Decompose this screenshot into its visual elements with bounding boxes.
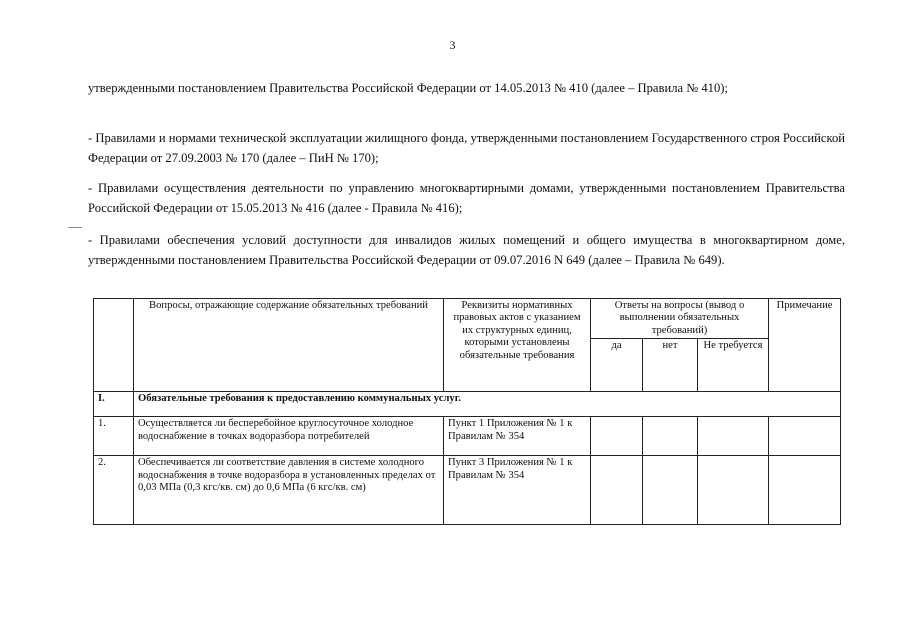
row-answer-yes [591, 417, 643, 456]
row-requisite: Пункт 1 Приложения № 1 к Правилам № 354 [444, 417, 591, 456]
header-num-cell [94, 299, 134, 392]
row-answer-no [643, 456, 698, 525]
header-requisites: Реквизиты нормативных правовых актов с указанием их структурных единиц, которыми установлены обязательные требования [444, 299, 591, 392]
row-question: Обеспечивается ли соответствие давления в системе холодного водоснабжения в точке водоразбора в установленных пределах от 0,03 МПа (0,3 кгс/кв. см) до 0,6 МПа (6 кгс/кв. см) [134, 456, 444, 525]
row-note [769, 417, 841, 456]
paragraph-rules-410: утвержденными постановлением Правительства Российской Федерации от 14.05.2013 № 410 (далее – Правила № 410); [88, 81, 728, 95]
row-number: 1. [94, 417, 134, 456]
row-answer-not-required [698, 417, 769, 456]
row-note [769, 456, 841, 525]
paragraph-rules-416: - Правилами осуществления деятельности по управлению многоквартирными домами, утвержденными постановлением Правительства Российской Федерации от 15.05.2013 № 416 (далее - Правила № 416); [88, 181, 845, 215]
row-answer-not-required [698, 456, 769, 525]
header-not-required: Не требуется [698, 339, 769, 392]
scan-mark [68, 227, 82, 228]
row-question: Осуществляется ли бесперебойное круглосуточное холодное водоснабжение в точках водоразбора потребителей [134, 417, 444, 456]
header-questions: Вопросы, отражающие содержание обязательных требований [134, 299, 444, 392]
header-no: нет [643, 339, 698, 392]
paragraph-rules-649: - Правилами обеспечения условий доступности для инвалидов жилых помещений и общего имущества в многоквартирном доме, утвержденными постановлением Правительства Российской Федерации от 09.07.2016 N 649 (далее – Правила № 649). [88, 233, 845, 267]
table-header-row [94, 299, 841, 339]
table-row [94, 417, 841, 456]
section-number: I. [94, 392, 134, 417]
row-number: 2. [94, 456, 134, 525]
table-row [94, 456, 841, 525]
requirements-table [93, 298, 841, 525]
row-answer-no [643, 417, 698, 456]
row-requisite: Пункт 3 Приложения № 1 к Правилам № 354 [444, 456, 591, 525]
section-title: Обязательные требования к предоставлению коммунальных услуг. [134, 392, 841, 417]
row-answer-yes [591, 456, 643, 525]
header-note: Примечание [769, 299, 841, 392]
paragraph-rules-170: - Правилами и нормами технической эксплуатации жилищного фонда, утвержденными постановлением Государственного строя Российской Федерации от 27.09.2003 № 170 (далее – ПиН № 170); [88, 131, 845, 165]
header-answers: Ответы на вопросы (вывод о выполнении обязательных требований) [591, 299, 769, 339]
section-row [94, 392, 841, 417]
header-yes: да [591, 339, 643, 392]
page-number: 3 [449, 38, 456, 52]
